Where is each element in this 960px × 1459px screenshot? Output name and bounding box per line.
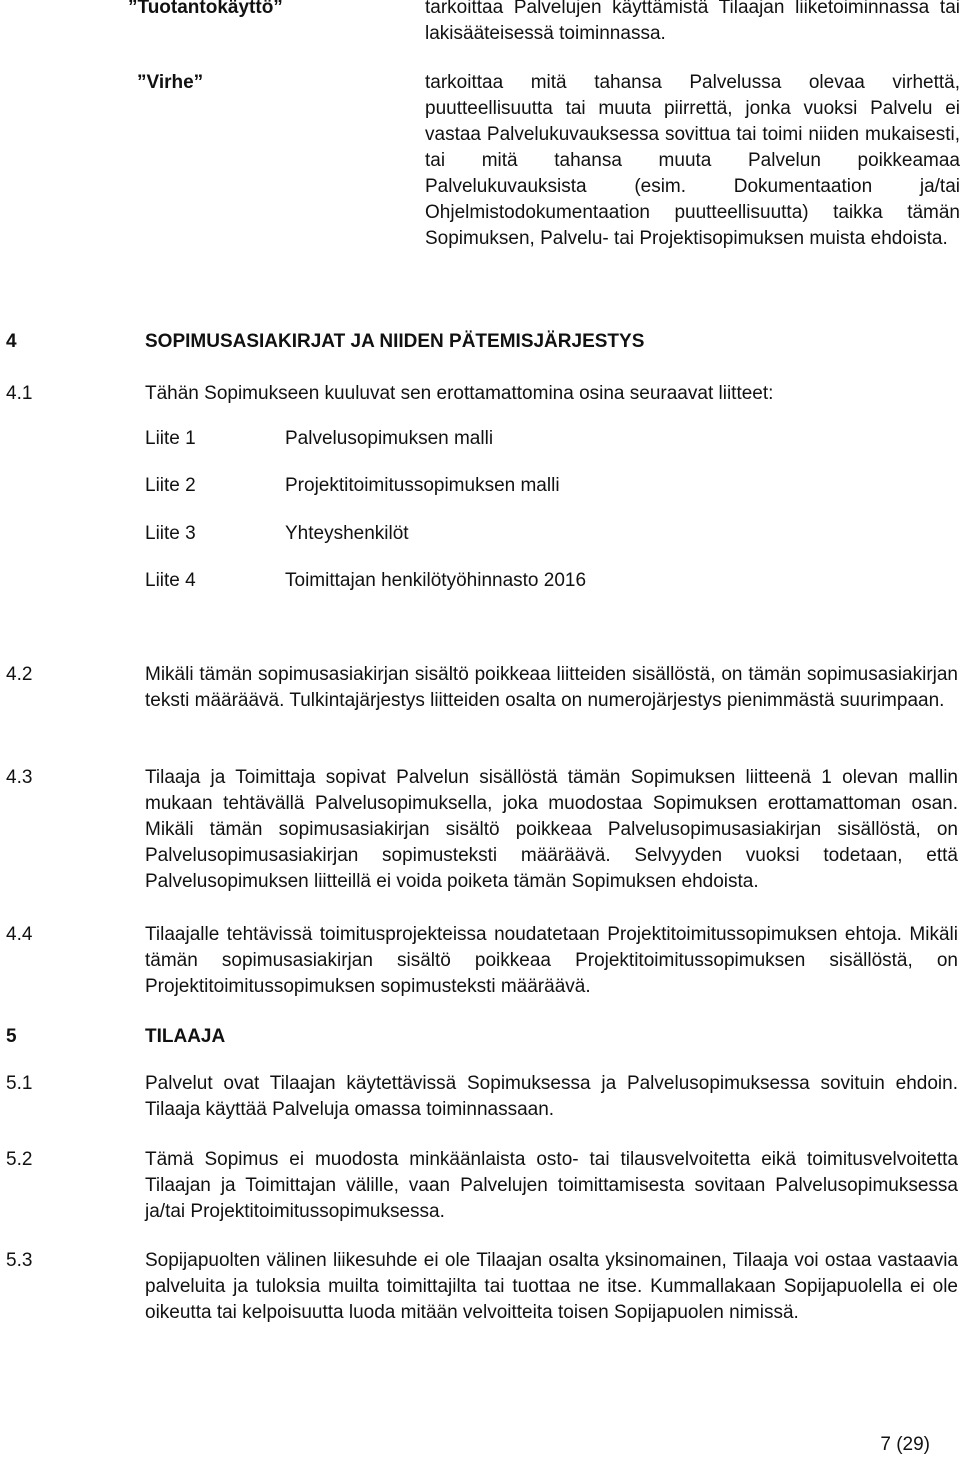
- attachment-name: Yhteyshenkilöt: [285, 523, 409, 544]
- clause-4-4-number: 4.4: [6, 924, 33, 945]
- section-4-title: SOPIMUSASIAKIRJAT JA NIIDEN PÄTEMISJÄRJESTYS: [145, 331, 645, 352]
- attachment-label: Liite 2: [145, 475, 196, 496]
- attachment-label: Liite 4: [145, 570, 196, 591]
- clause-4-4-text: Tilaajalle tehtävissä toimitusprojekteissa noudatetaan Projektitoimitussopimuksen ehtoja. Mikäli tämän sopimusasiakirjan sisältö poikkeaa Projektitoimitussopimuksen sisällöstä, on Projektitoimitussopimuksen sopimusteksti määräävä.: [145, 924, 958, 997]
- attachment-name: Palvelusopimuksen malli: [285, 428, 494, 449]
- clause-5-2-number: 5.2: [6, 1149, 33, 1170]
- attachment-name: Toimittajan henkilötyöhinnasto 2016: [285, 570, 587, 591]
- clause-5-3-number: 5.3: [6, 1250, 33, 1271]
- attachment-label: Liite 3: [145, 523, 196, 544]
- definition-text-virhe: tarkoittaa mitä tahansa Palvelussa olevaa virhettä, puutteellisuutta tai muuta piirrettä, jonka vuoksi Palvelu ei vastaa Palvelukuvauksessa sovittua tai toimi niiden mukaisesti, tai mitä tahansa muuta Palvelun poikkeamaa Palvelukuvauksista (esim. Dokumentaation ja/tai Ohjelmistodokumentaation puutteellisuutta) taikka tämän Sopimuksen, Palvelu- tai Projektisopimuksen muista ehdoista.: [425, 72, 960, 249]
- clause-5-1-number: 5.1: [6, 1073, 33, 1094]
- definition-term-virhe: ”Virhe”: [137, 72, 204, 93]
- attachment-label: Liite 1: [145, 428, 196, 449]
- section-5-title: TILAAJA: [145, 1026, 226, 1047]
- clause-4-3-number: 4.3: [6, 767, 33, 788]
- section-4-number: 4: [6, 331, 17, 352]
- attachment-name: Projektitoimitussopimuksen malli: [285, 475, 560, 496]
- clause-5-3-text: Sopijapuolten välinen liikesuhde ei ole Tilaajan osalta yksinomainen, Tilaaja voi ostaa vastaavia palveluita ja tuloksia muilta toimittajilta tai tuottaa ne itse. Kummallakaan Sopijapuolella ei ole oikeutta tai kelpoisuutta luoda mitään velvoitteita toisen Sopijapuolen nimissä.: [145, 1250, 958, 1323]
- clause-4-2-number: 4.2: [6, 664, 33, 685]
- clause-5-2-text: Tämä Sopimus ei muodosta minkäänlaista osto- tai tilausvelvoitetta eikä toimitusvelvoitetta Tilaajan ja Toimittajan välille, vaan Palvelujen toimittamisesta sovitaan Palvelusopimuksessa ja/tai Projektitoimitussopimuksessa.: [145, 1149, 958, 1222]
- page-number: 7 (29): [880, 1434, 930, 1455]
- definition-term-tuotantokaytto: ”Tuotantokäyttö”: [128, 0, 283, 18]
- section-5-number: 5: [6, 1026, 17, 1047]
- clause-4-1-number: 4.1: [6, 383, 33, 404]
- definition-text-tuotantokaytto: tarkoittaa Palvelujen käyttämistä Tilaajan liiketoiminnassa tai lakisääteisessä toiminnassa.: [425, 0, 960, 44]
- clause-5-1-text: Palvelut ovat Tilaajan käytettävissä Sopimuksessa ja Palvelusopimuksessa sovituin ehdoin. Tilaaja käyttää Palveluja omassa toiminnassaan.: [145, 1073, 958, 1120]
- clause-4-1-text: Tähän Sopimukseen kuuluvat sen erottamattomina osina seuraavat liitteet:: [145, 383, 774, 404]
- clause-4-2-text: Mikäli tämän sopimusasiakirjan sisältö poikkeaa liitteiden sisällöstä, on tämän sopimusasiakirjan teksti määräävä. Tulkintajärjestys liitteiden osalta on numerojärjestys pienimmästä suurimpaan.: [145, 664, 958, 711]
- clause-4-3-text: Tilaaja ja Toimittaja sopivat Palvelun sisällöstä tämän Sopimuksen liitteenä 1 olevan mallin mukaan tehtävällä Palvelusopimuksella, joka muodostaa Sopimuksen erottamattoman osan. Mikäli tämän sopimusasiakirjan sisältö poikkeaa Palvelusopimusasiakirjan sisällöstä, on Palvelusopimusasiakirjan sopimusteksti määräävä. Selvyyden vuoksi todetaan, että Palvelusopimuksen liitteillä ei voida poiketa tämän Sopimuksen ehdoista.: [145, 767, 958, 892]
